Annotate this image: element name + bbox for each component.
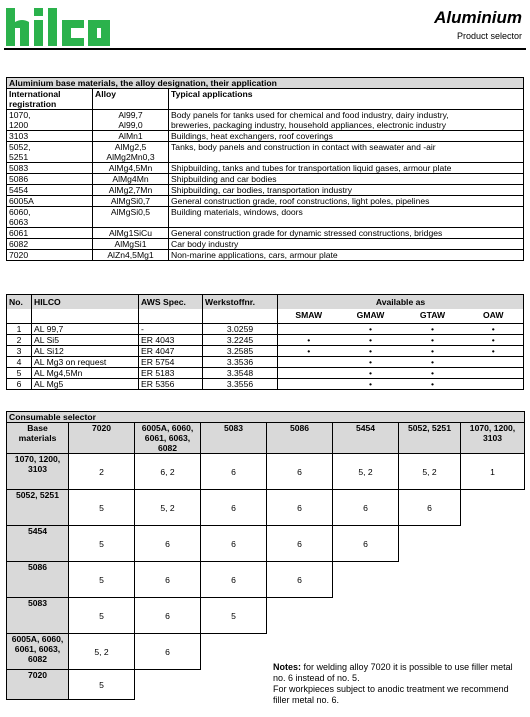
consumable-value: 6 xyxy=(399,490,461,526)
application-cell: Shipbuilding and car bodies xyxy=(169,174,524,185)
availability-cell: • xyxy=(402,368,464,379)
hilco-logo xyxy=(6,8,156,48)
consumable-caption: Consumable selector xyxy=(7,412,525,423)
table-row xyxy=(7,196,524,207)
consumable-value: 5 xyxy=(69,490,135,526)
product-no: 3 xyxy=(7,346,32,357)
alloy-cell: Al99,0 xyxy=(93,120,169,131)
product-name: AL Mg5 xyxy=(32,379,139,390)
registration-cell: 5251 xyxy=(7,152,93,163)
application-cell: Tanks, body panels and construction in contact with seawater and -air xyxy=(169,142,524,153)
notes-label: Notes: xyxy=(273,662,302,672)
alloy-cell: AlMg4Mn xyxy=(93,174,169,185)
col-header-available: Available as xyxy=(278,295,524,310)
alloy-cell: AlMg2,5 xyxy=(93,142,169,153)
table-row xyxy=(7,217,524,228)
consumable-row xyxy=(7,490,525,526)
product-name: AL Si12 xyxy=(32,346,139,357)
application-cell: Shipbuilding, car bodies, transportation industry xyxy=(169,185,524,196)
alloy-cell: AlZn4,5Mg1 xyxy=(93,250,169,261)
col-header-registration: International registration xyxy=(7,89,93,110)
alloy-cell: AlMg4,5Mn xyxy=(93,163,169,174)
registration-cell: 5083 xyxy=(7,163,93,174)
process-oaw: OAW xyxy=(464,309,524,324)
product-werkstoffnr: 3.2585 xyxy=(203,346,278,357)
consumable-value: 6 xyxy=(267,490,333,526)
table-row xyxy=(7,239,524,250)
column-header: 5052, 5251 xyxy=(399,423,461,454)
consumable-value: 6 xyxy=(333,490,399,526)
registration-cell: 6063 xyxy=(7,217,93,228)
col-header-no: No. xyxy=(7,295,32,310)
product-aws: ER 4047 xyxy=(139,346,203,357)
consumable-value: 6 xyxy=(201,526,267,562)
availability-cell: • xyxy=(464,335,524,346)
availability-cell: • xyxy=(402,335,464,346)
row-header: 5083 xyxy=(7,598,69,634)
alloy-cell: AlMgSi1 xyxy=(93,239,169,250)
availability-cell: • xyxy=(278,335,340,346)
product-werkstoffnr: 3.3536 xyxy=(203,357,278,368)
products-table xyxy=(6,294,524,390)
product-name: AL Mg3 on request xyxy=(32,357,139,368)
product-row xyxy=(7,357,524,368)
row-header: 6005A, 6060, 6061, 6063, 6082 xyxy=(7,634,69,670)
product-werkstoffnr: 3.0259 xyxy=(203,324,278,335)
product-aws: ER 5183 xyxy=(139,368,203,379)
availability-cell xyxy=(278,379,340,390)
col-header-applications: Typical applications xyxy=(169,89,524,110)
page-subtitle: Product selector xyxy=(456,31,522,41)
consumable-value: 5 xyxy=(69,562,135,598)
application-cell xyxy=(169,152,524,163)
product-name: AL Si5 xyxy=(32,335,139,346)
table-row xyxy=(7,185,524,196)
consumable-row xyxy=(7,598,525,634)
registration-cell: 5454 xyxy=(7,185,93,196)
availability-cell: • xyxy=(340,368,402,379)
application-cell: breweries, packaging industry, household appliances, electronic industry xyxy=(169,120,524,131)
registration-cell: 1200 xyxy=(7,120,93,131)
consumable-value: 6 xyxy=(333,526,399,562)
product-no: 2 xyxy=(7,335,32,346)
availability-cell: • xyxy=(340,324,402,335)
alloy-cell: Al99,7 xyxy=(93,110,169,121)
process-gmaw: GMAW xyxy=(340,309,402,324)
product-row xyxy=(7,324,524,335)
product-name: AL Mg4,5Mn xyxy=(32,368,139,379)
notes-line-1: for welding alloy 7020 it is possible to use filler metal no. 6 instead of no. 5. xyxy=(273,662,513,683)
registration-cell: 3103 xyxy=(7,131,93,142)
process-smaw: SMAW xyxy=(278,309,340,324)
application-cell: Body panels for tanks used for chemical and food industry, dairy industry, xyxy=(169,110,524,121)
consumable-row xyxy=(7,562,525,598)
consumable-value: 6 xyxy=(135,634,201,670)
alloy-cell xyxy=(93,217,169,228)
product-werkstoffnr: 3.3548 xyxy=(203,368,278,379)
consumable-value: 5 xyxy=(201,598,267,634)
consumable-value: 6 xyxy=(135,526,201,562)
col-header-werkstoffnr: Werkstoffnr. xyxy=(203,295,278,310)
consumable-selector-table xyxy=(6,411,525,700)
product-no: 1 xyxy=(7,324,32,335)
product-werkstoffnr: 3.3556 xyxy=(203,379,278,390)
col-header-aws: AWS Spec. xyxy=(139,295,203,310)
product-row xyxy=(7,379,524,390)
alloy-cell: AlMg1SiCu xyxy=(93,228,169,239)
consumable-value: 6 xyxy=(267,562,333,598)
row-header: 7020 xyxy=(7,670,69,700)
table-row xyxy=(7,142,524,153)
table-row xyxy=(7,131,524,142)
table-row xyxy=(7,250,524,261)
consumable-row xyxy=(7,454,525,490)
alloy-cell: AlMgSi0,7 xyxy=(93,196,169,207)
availability-cell: • xyxy=(402,379,464,390)
row-header: 5086 xyxy=(7,562,69,598)
product-werkstoffnr: 3.2245 xyxy=(203,335,278,346)
column-header: 6005A, 6060, 6061, 6063, 6082 xyxy=(135,423,201,454)
alloy-cell: AlMg2,7Mn xyxy=(93,185,169,196)
availability-cell xyxy=(278,324,340,335)
consumable-value: 6 xyxy=(267,454,333,490)
registration-cell: 1070, xyxy=(7,110,93,121)
consumable-value: 6 xyxy=(201,490,267,526)
base-materials-body xyxy=(7,110,524,261)
registration-cell: 7020 xyxy=(7,250,93,261)
product-row xyxy=(7,335,524,346)
availability-cell: • xyxy=(340,357,402,368)
consumable-value: 5, 2 xyxy=(333,454,399,490)
application-cell: General construction grade for dynamic stressed constructions, bridges xyxy=(169,228,524,239)
product-row xyxy=(7,346,524,357)
product-no: 4 xyxy=(7,357,32,368)
table-row xyxy=(7,163,524,174)
consumable-value: 5, 2 xyxy=(69,634,135,670)
application-cell: Non-marine applications, cars, armour plate xyxy=(169,250,524,261)
availability-cell xyxy=(464,357,524,368)
consumable-value: 2 xyxy=(69,454,135,490)
base-materials-caption: Aluminium base materials, the alloy designation, their application xyxy=(7,78,524,89)
availability-cell: • xyxy=(464,324,524,335)
availability-cell: • xyxy=(464,346,524,357)
alloy-cell: AlMg2Mn0,3 xyxy=(93,152,169,163)
product-row xyxy=(7,368,524,379)
availability-cell xyxy=(278,357,340,368)
consumable-value: 5 xyxy=(69,670,135,700)
registration-cell: 5086 xyxy=(7,174,93,185)
header-rule xyxy=(4,48,526,50)
consumable-value: 1 xyxy=(461,454,525,490)
column-header: 5083 xyxy=(201,423,267,454)
notes xyxy=(273,662,523,706)
application-cell: General construction grade, roof constructions, light poles, pipelines xyxy=(169,196,524,207)
consumable-value: 5, 2 xyxy=(399,454,461,490)
availability-cell xyxy=(464,379,524,390)
consumable-row xyxy=(7,526,525,562)
availability-cell: • xyxy=(278,346,340,357)
registration-cell: 6005A xyxy=(7,196,93,207)
registration-cell: 6082 xyxy=(7,239,93,250)
alloy-cell: AlMn1 xyxy=(93,131,169,142)
availability-cell: • xyxy=(402,346,464,357)
product-name: AL 99,7 xyxy=(32,324,139,335)
table-row xyxy=(7,110,524,121)
consumable-value: 5 xyxy=(69,598,135,634)
row-header: 1070, 1200, 3103 xyxy=(7,454,69,490)
products-body xyxy=(7,324,524,390)
consumable-value: 6 xyxy=(201,454,267,490)
product-aws: - xyxy=(139,324,203,335)
application-cell xyxy=(169,217,524,228)
col-header-alloy: Alloy xyxy=(93,89,169,110)
product-no: 5 xyxy=(7,368,32,379)
availability-cell: • xyxy=(340,335,402,346)
table-row xyxy=(7,152,524,163)
application-cell: Building materials, windows, doors xyxy=(169,207,524,218)
consumable-value: 6 xyxy=(135,598,201,634)
consumable-value: 6 xyxy=(135,562,201,598)
table-row xyxy=(7,174,524,185)
column-header: 1070, 1200, 3103 xyxy=(461,423,525,454)
consumable-value: 5, 2 xyxy=(135,490,201,526)
table-row xyxy=(7,228,524,239)
availability-cell xyxy=(278,368,340,379)
column-header: 5454 xyxy=(333,423,399,454)
alloy-cell: AlMgSi0,5 xyxy=(93,207,169,218)
availability-cell xyxy=(464,368,524,379)
product-aws: ER 4043 xyxy=(139,335,203,346)
product-no: 6 xyxy=(7,379,32,390)
table-row xyxy=(7,207,524,218)
registration-cell: 6061 xyxy=(7,228,93,239)
row-header: 5052, 5251 xyxy=(7,490,69,526)
row-header: 5454 xyxy=(7,526,69,562)
product-aws: ER 5754 xyxy=(139,357,203,368)
consumable-value: 5 xyxy=(69,526,135,562)
base-materials-table xyxy=(6,77,524,261)
registration-cell: 5052, xyxy=(7,142,93,153)
product-aws: ER 5356 xyxy=(139,379,203,390)
availability-cell: • xyxy=(340,346,402,357)
application-cell: Car body industry xyxy=(169,239,524,250)
availability-cell: • xyxy=(340,379,402,390)
application-cell: Shipbuilding, tanks and tubes for transportation liquid gases, armour plate xyxy=(169,163,524,174)
notes-line-2: For workpieces subject to anodic treatment we recommend filler metal no. 6. xyxy=(273,684,509,705)
application-cell: Buildings, heat exchangers, roof coverings xyxy=(169,131,524,142)
availability-cell: • xyxy=(402,357,464,368)
process-gtaw: GTAW xyxy=(402,309,464,324)
table-row xyxy=(7,120,524,131)
consumable-value: 6, 2 xyxy=(135,454,201,490)
column-header: 5086 xyxy=(267,423,333,454)
registration-cell: 6060, xyxy=(7,207,93,218)
consumable-value: 6 xyxy=(267,526,333,562)
col-header-hilco: HILCO xyxy=(32,295,139,310)
corner-header: Base materials xyxy=(7,423,69,454)
consumable-value: 6 xyxy=(201,562,267,598)
column-header: 7020 xyxy=(69,423,135,454)
availability-cell: • xyxy=(402,324,464,335)
page-title: Aluminium xyxy=(434,8,522,27)
